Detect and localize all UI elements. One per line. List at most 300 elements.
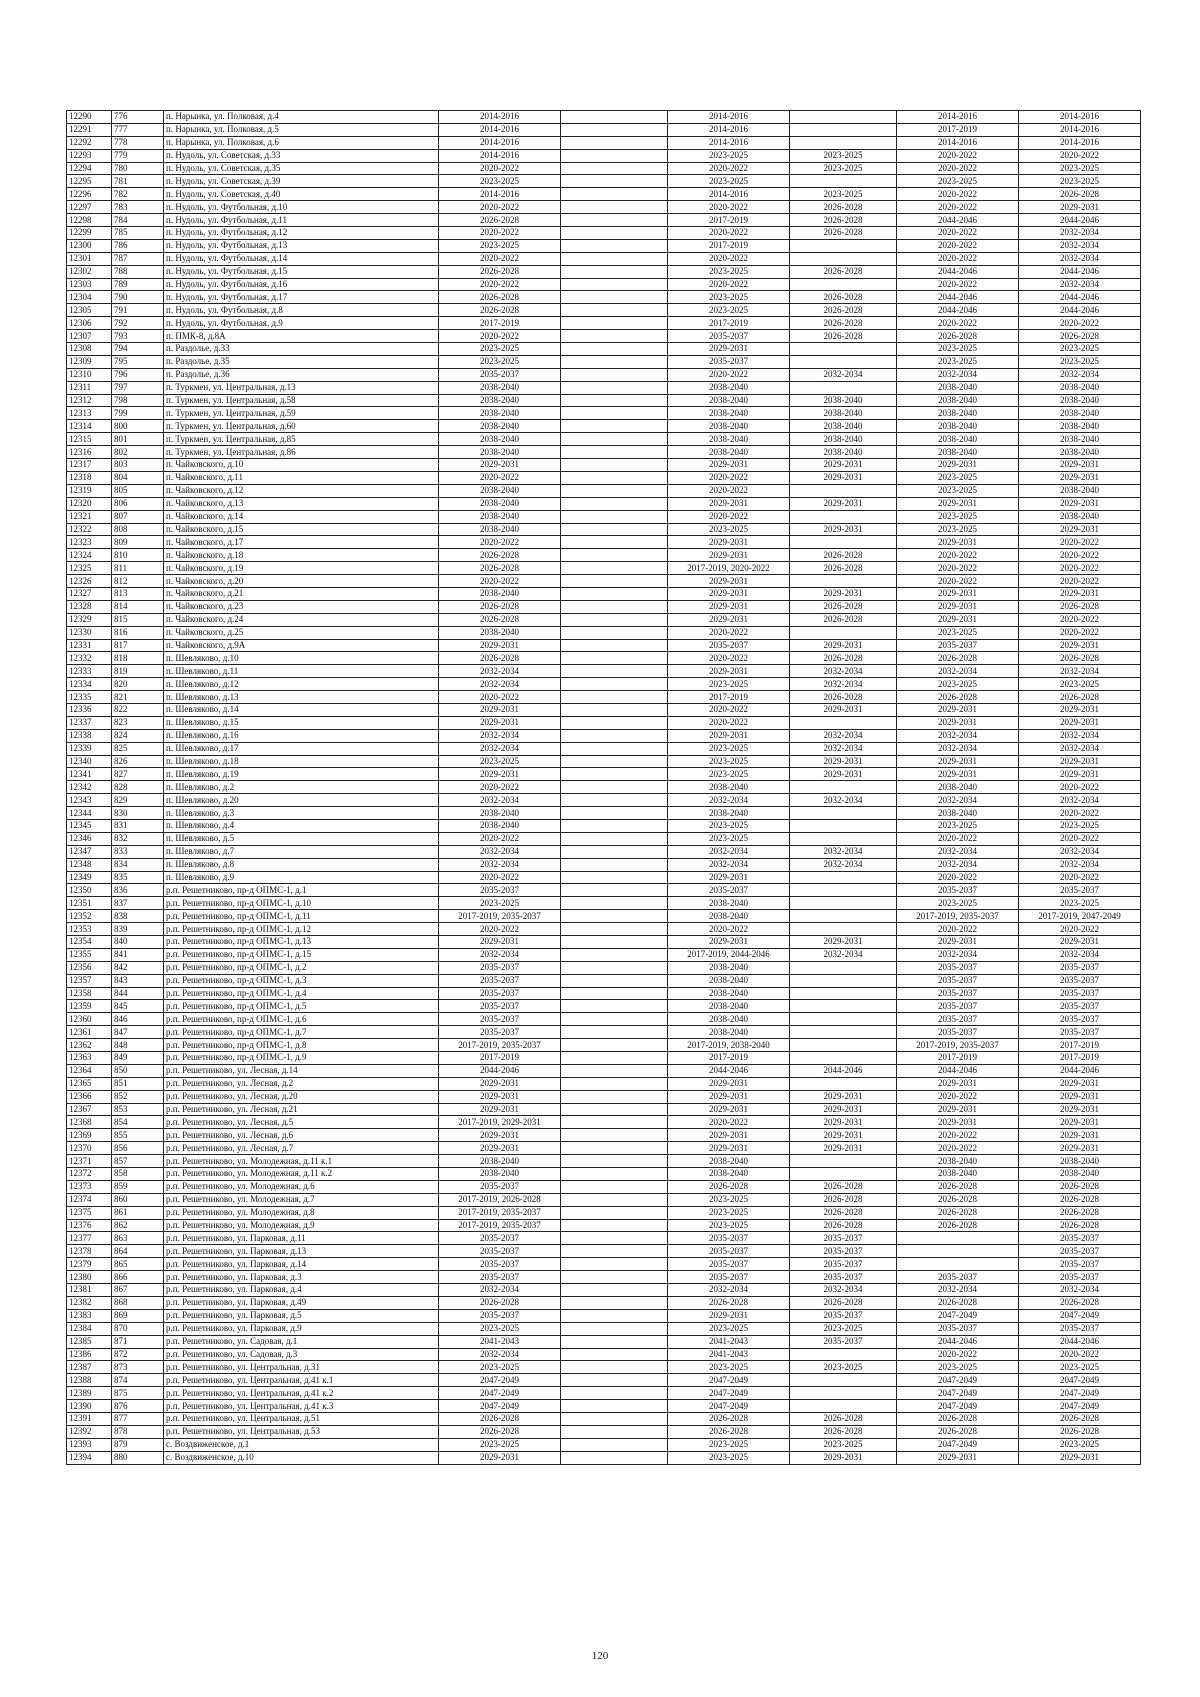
period-5-cell: 2029-2031: [897, 497, 1019, 510]
period-5-cell: 2032-2034: [897, 1284, 1019, 1297]
period-2-cell: [561, 123, 668, 136]
row-index-cell: 12296: [67, 188, 112, 201]
address-cell: п. Чайковского, д.20: [164, 575, 439, 588]
address-cell: п. Шевляково, д.5: [164, 832, 439, 845]
period-3-cell: 2020-2022: [668, 278, 790, 291]
entry-number-cell: 820: [112, 678, 164, 691]
row-index-cell: 12347: [67, 845, 112, 858]
table-row: [67, 201, 1141, 214]
period-6-cell: 2035-2037: [1019, 961, 1141, 974]
period-3-cell: 2020-2022: [668, 626, 790, 639]
row-index-cell: 12333: [67, 665, 112, 678]
period-4-cell: [790, 1052, 897, 1065]
row-index-cell: 12384: [67, 1322, 112, 1335]
period-4-cell: 2032-2034: [790, 845, 897, 858]
period-5-cell: 2020-2022: [897, 162, 1019, 175]
period-5-cell: 2029-2031: [897, 1116, 1019, 1129]
period-4-cell: [790, 575, 897, 588]
period-4-cell: 2026-2028: [790, 1219, 897, 1232]
row-index-cell: 12394: [67, 1451, 112, 1464]
period-1-cell: 2038-2040: [439, 807, 561, 820]
entry-number-cell: 823: [112, 716, 164, 729]
row-index-cell: 12375: [67, 1206, 112, 1219]
period-3-cell: 2038-2040: [668, 394, 790, 407]
period-5-cell: 2029-2031: [897, 459, 1019, 472]
period-5-cell: 2023-2025: [897, 1361, 1019, 1374]
table-row: [67, 768, 1141, 781]
period-1-cell: 2038-2040: [439, 484, 561, 497]
period-1-cell: 2023-2025: [439, 1438, 561, 1451]
period-5-cell: 2023-2025: [897, 626, 1019, 639]
period-1-cell: 2032-2034: [439, 742, 561, 755]
table-row: [67, 832, 1141, 845]
address-cell: р.п. Решетниково, ул. Центральная, д.31: [164, 1361, 439, 1374]
period-6-cell: 2020-2022: [1019, 149, 1141, 162]
table-row: [67, 858, 1141, 871]
period-1-cell: 2032-2034: [439, 858, 561, 871]
address-cell: п. Чайковского, д.10: [164, 459, 439, 472]
period-3-cell: 2020-2022: [668, 162, 790, 175]
period-2-cell: [561, 1258, 668, 1271]
row-index-cell: 12343: [67, 794, 112, 807]
period-5-cell: 2032-2034: [897, 665, 1019, 678]
row-index-cell: 12355: [67, 948, 112, 961]
period-4-cell: 2029-2031: [790, 1103, 897, 1116]
period-4-cell: [790, 897, 897, 910]
period-5-cell: 2032-2034: [897, 729, 1019, 742]
address-cell: р.п. Решетниково, пр-д ОПМС-1, д.15: [164, 948, 439, 961]
row-index-cell: 12315: [67, 433, 112, 446]
table-row: [67, 1013, 1141, 1026]
period-1-cell: 2026-2028: [439, 1412, 561, 1425]
period-5-cell: 2038-2040: [897, 381, 1019, 394]
period-6-cell: 2020-2022: [1019, 317, 1141, 330]
row-index-cell: 12338: [67, 729, 112, 742]
period-3-cell: 2026-2028: [668, 1180, 790, 1193]
row-index-cell: 12370: [67, 1142, 112, 1155]
address-cell: п. Шевляково, д.7: [164, 845, 439, 858]
period-4-cell: 2026-2028: [790, 562, 897, 575]
period-4-cell: 2026-2028: [790, 291, 897, 304]
entry-number-cell: 798: [112, 394, 164, 407]
entry-number-cell: 801: [112, 433, 164, 446]
period-2-cell: [561, 1103, 668, 1116]
period-6-cell: 2029-2031: [1019, 639, 1141, 652]
period-4-cell: 2026-2028: [790, 201, 897, 214]
period-2-cell: [561, 1412, 668, 1425]
entry-number-cell: 833: [112, 845, 164, 858]
entry-number-cell: 854: [112, 1116, 164, 1129]
period-6-cell: 2038-2040: [1019, 1168, 1141, 1181]
address-cell: п. Нудоль, ул. Футбольная, д.11: [164, 214, 439, 227]
period-2-cell: [561, 587, 668, 600]
entry-number-cell: 875: [112, 1387, 164, 1400]
period-6-cell: 2023-2025: [1019, 1361, 1141, 1374]
period-1-cell: 2038-2040: [439, 819, 561, 832]
address-cell: р.п. Решетниково, ул. Парковая, д.3: [164, 1271, 439, 1284]
table-row: [67, 626, 1141, 639]
period-3-cell: 2014-2016: [668, 111, 790, 124]
period-6-cell: 2032-2034: [1019, 742, 1141, 755]
period-6-cell: 2032-2034: [1019, 845, 1141, 858]
table-row: [67, 136, 1141, 149]
period-4-cell: 2026-2028: [790, 652, 897, 665]
entry-number-cell: 810: [112, 549, 164, 562]
entry-number-cell: 842: [112, 961, 164, 974]
period-1-cell: 2014-2016: [439, 188, 561, 201]
table-row: [67, 1296, 1141, 1309]
period-4-cell: 2038-2040: [790, 446, 897, 459]
entry-number-cell: 789: [112, 278, 164, 291]
period-4-cell: [790, 1400, 897, 1413]
entry-number-cell: 814: [112, 600, 164, 613]
period-4-cell: 2032-2034: [790, 368, 897, 381]
address-cell: с. Воздвиженское, д.1: [164, 1438, 439, 1451]
row-index-cell: 12290: [67, 111, 112, 124]
period-2-cell: [561, 1052, 668, 1065]
row-index-cell: 12353: [67, 923, 112, 936]
row-index-cell: 12328: [67, 600, 112, 613]
table-row: [67, 1064, 1141, 1077]
row-index-cell: 12295: [67, 175, 112, 188]
period-3-cell: 2029-2031: [668, 459, 790, 472]
table-row: [67, 343, 1141, 356]
period-3-cell: 2029-2031: [668, 1129, 790, 1142]
row-index-cell: 12382: [67, 1296, 112, 1309]
period-1-cell: 2035-2037: [439, 1271, 561, 1284]
row-index-cell: 12316: [67, 446, 112, 459]
period-4-cell: 2029-2031: [790, 497, 897, 510]
period-4-cell: 2029-2031: [790, 1451, 897, 1464]
entry-number-cell: 874: [112, 1374, 164, 1387]
period-3-cell: 2047-2049: [668, 1387, 790, 1400]
table-row: [67, 936, 1141, 949]
entry-number-cell: 879: [112, 1438, 164, 1451]
period-5-cell: 2017-2019, 2035-2037: [897, 1039, 1019, 1052]
entry-number-cell: 790: [112, 291, 164, 304]
entry-number-cell: 836: [112, 884, 164, 897]
entry-number-cell: 843: [112, 974, 164, 987]
period-4-cell: [790, 884, 897, 897]
address-cell: р.п. Решетниково, ул. Парковая, д.5: [164, 1309, 439, 1322]
period-2-cell: [561, 575, 668, 588]
period-4-cell: [790, 807, 897, 820]
address-cell: р.п. Решетниково, ул. Центральная, д.53: [164, 1425, 439, 1438]
page-number: 120: [591, 1650, 609, 1662]
period-3-cell: 2023-2025: [668, 742, 790, 755]
period-6-cell: 2020-2022: [1019, 536, 1141, 549]
period-1-cell: 2023-2025: [439, 355, 561, 368]
row-index-cell: 12308: [67, 343, 112, 356]
address-cell: п. Шевляково, д.11: [164, 665, 439, 678]
address-cell: р.п. Решетниково, ул. Садовая, д.3: [164, 1348, 439, 1361]
entry-number-cell: 828: [112, 781, 164, 794]
row-index-cell: 12349: [67, 871, 112, 884]
period-3-cell: 2020-2022: [668, 227, 790, 240]
period-4-cell: [790, 819, 897, 832]
period-3-cell: 2023-2025: [668, 1438, 790, 1451]
period-1-cell: 2026-2028: [439, 652, 561, 665]
period-2-cell: [561, 613, 668, 626]
period-1-cell: 2029-2031: [439, 1103, 561, 1116]
period-3-cell: 2014-2016: [668, 136, 790, 149]
entry-number-cell: 845: [112, 1000, 164, 1013]
period-2-cell: [561, 755, 668, 768]
period-4-cell: [790, 252, 897, 265]
period-1-cell: 2026-2028: [439, 304, 561, 317]
entry-number-cell: 831: [112, 819, 164, 832]
period-5-cell: 2029-2031: [897, 587, 1019, 600]
period-5-cell: 2023-2025: [897, 510, 1019, 523]
address-cell: п. Шевляково, д.17: [164, 742, 439, 755]
table-row: [67, 1077, 1141, 1090]
period-2-cell: [561, 523, 668, 536]
address-cell: п. Раздолье, д.33: [164, 343, 439, 356]
period-2-cell: [561, 381, 668, 394]
address-cell: п. Чайковского, д.12: [164, 484, 439, 497]
period-3-cell: 2020-2022: [668, 368, 790, 381]
address-cell: р.п. Решетниково, ул. Лесная, д.2: [164, 1077, 439, 1090]
period-5-cell: 2038-2040: [897, 807, 1019, 820]
period-1-cell: 2020-2022: [439, 330, 561, 343]
address-cell: п. Шевляково, д.15: [164, 716, 439, 729]
table-row: [67, 587, 1141, 600]
entry-number-cell: 792: [112, 317, 164, 330]
period-2-cell: [561, 703, 668, 716]
row-index-cell: 12359: [67, 1000, 112, 1013]
address-cell: п. Чайковского, д.13: [164, 497, 439, 510]
period-4-cell: 2026-2028: [790, 304, 897, 317]
period-3-cell: 2038-2040: [668, 1155, 790, 1168]
entry-number-cell: 778: [112, 136, 164, 149]
entry-number-cell: 857: [112, 1155, 164, 1168]
address-cell: р.п. Решетниково, ул. Молодежная, д.6: [164, 1180, 439, 1193]
period-4-cell: 2023-2025: [790, 149, 897, 162]
period-5-cell: 2038-2040: [897, 1168, 1019, 1181]
period-6-cell: 2020-2022: [1019, 626, 1141, 639]
row-index-cell: 12346: [67, 832, 112, 845]
period-4-cell: [790, 1168, 897, 1181]
period-1-cell: 2023-2025: [439, 897, 561, 910]
period-3-cell: 2032-2034: [668, 794, 790, 807]
period-2-cell: [561, 459, 668, 472]
period-5-cell: [897, 1245, 1019, 1258]
row-index-cell: 12339: [67, 742, 112, 755]
entry-number-cell: 880: [112, 1451, 164, 1464]
entry-number-cell: 865: [112, 1258, 164, 1271]
period-2-cell: [561, 1245, 668, 1258]
period-6-cell: 2023-2025: [1019, 678, 1141, 691]
table-row: [67, 355, 1141, 368]
period-1-cell: 2047-2049: [439, 1387, 561, 1400]
period-6-cell: 2029-2031: [1019, 587, 1141, 600]
period-6-cell: 2014-2016: [1019, 123, 1141, 136]
period-3-cell: 2035-2037: [668, 1271, 790, 1284]
period-2-cell: [561, 742, 668, 755]
period-3-cell: 2038-2040: [668, 987, 790, 1000]
period-1-cell: 2035-2037: [439, 1180, 561, 1193]
period-3-cell: 2023-2025: [668, 1322, 790, 1335]
row-index-cell: 12361: [67, 1026, 112, 1039]
period-2-cell: [561, 819, 668, 832]
entry-number-cell: 834: [112, 858, 164, 871]
period-2-cell: [561, 1361, 668, 1374]
period-2-cell: [561, 987, 668, 1000]
period-3-cell: 2038-2040: [668, 961, 790, 974]
table-row: [67, 1271, 1141, 1284]
period-3-cell: 2017-2019, 2044-2046: [668, 948, 790, 961]
period-6-cell: 2026-2028: [1019, 1219, 1141, 1232]
period-1-cell: 2029-2031: [439, 1451, 561, 1464]
period-2-cell: [561, 600, 668, 613]
period-6-cell: 2035-2037: [1019, 884, 1141, 897]
period-3-cell: 2023-2025: [668, 291, 790, 304]
address-cell: п. Нудоль, ул. Футбольная, д.14: [164, 252, 439, 265]
table-row: [67, 1180, 1141, 1193]
period-1-cell: 2038-2040: [439, 446, 561, 459]
row-index-cell: 12329: [67, 613, 112, 626]
entry-number-cell: 800: [112, 420, 164, 433]
period-1-cell: 2029-2031: [439, 459, 561, 472]
period-1-cell: 2044-2046: [439, 1064, 561, 1077]
period-4-cell: 2026-2028: [790, 317, 897, 330]
address-cell: р.п. Решетниково, ул. Лесная, д.6: [164, 1129, 439, 1142]
address-cell: п. Чайковского, д.14: [164, 510, 439, 523]
table-row: [67, 703, 1141, 716]
row-index-cell: 12302: [67, 265, 112, 278]
table-row: [67, 948, 1141, 961]
row-index-cell: 12362: [67, 1039, 112, 1052]
entry-number-cell: 817: [112, 639, 164, 652]
period-5-cell: 2020-2022: [897, 923, 1019, 936]
address-cell: п. Туркмен, ул. Центральная, д.85: [164, 433, 439, 446]
period-4-cell: 2023-2025: [790, 162, 897, 175]
table-row: [67, 884, 1141, 897]
entry-number-cell: 803: [112, 459, 164, 472]
period-2-cell: [561, 1039, 668, 1052]
entry-number-cell: 860: [112, 1193, 164, 1206]
period-1-cell: 2038-2040: [439, 433, 561, 446]
period-2-cell: [561, 961, 668, 974]
table-row: [67, 845, 1141, 858]
period-1-cell: 2035-2037: [439, 884, 561, 897]
table-row: [67, 910, 1141, 923]
row-index-cell: 12322: [67, 523, 112, 536]
period-1-cell: 2032-2034: [439, 1348, 561, 1361]
period-1-cell: 2017-2019, 2029-2031: [439, 1116, 561, 1129]
period-4-cell: 2035-2037: [790, 1232, 897, 1245]
entry-number-cell: 802: [112, 446, 164, 459]
period-4-cell: 2029-2031: [790, 471, 897, 484]
entry-number-cell: 797: [112, 381, 164, 394]
row-index-cell: 12390: [67, 1400, 112, 1413]
address-cell: п. Чайковского, д.11: [164, 471, 439, 484]
period-2-cell: [561, 1129, 668, 1142]
row-index-cell: 12341: [67, 768, 112, 781]
table-row: [67, 1258, 1141, 1271]
table-row: [67, 1142, 1141, 1155]
period-2-cell: [561, 948, 668, 961]
period-5-cell: 2020-2022: [897, 239, 1019, 252]
period-3-cell: 2047-2049: [668, 1374, 790, 1387]
address-cell: п. Раздолье, д.36: [164, 368, 439, 381]
address-cell: р.п. Решетниково, ул. Парковая, д.13: [164, 1245, 439, 1258]
table-row: [67, 1026, 1141, 1039]
period-1-cell: 2017-2019, 2035-2037: [439, 1219, 561, 1232]
period-6-cell: 2026-2028: [1019, 691, 1141, 704]
address-cell: р.п. Решетниково, ул. Центральная, д.51: [164, 1412, 439, 1425]
period-4-cell: [790, 175, 897, 188]
entry-number-cell: 849: [112, 1052, 164, 1065]
period-1-cell: 2038-2040: [439, 1168, 561, 1181]
period-2-cell: [561, 407, 668, 420]
entry-number-cell: 805: [112, 484, 164, 497]
table-row: [67, 227, 1141, 240]
period-3-cell: 2029-2031: [668, 729, 790, 742]
period-6-cell: 2029-2031: [1019, 201, 1141, 214]
period-4-cell: 2023-2025: [790, 1322, 897, 1335]
period-1-cell: 2020-2022: [439, 252, 561, 265]
entry-number-cell: 848: [112, 1039, 164, 1052]
period-6-cell: 2017-2019: [1019, 1052, 1141, 1065]
period-6-cell: 2047-2049: [1019, 1387, 1141, 1400]
period-1-cell: 2023-2025: [439, 1322, 561, 1335]
period-6-cell: 2029-2031: [1019, 1116, 1141, 1129]
address-cell: р.п. Решетниково, ул. Молодежная, д.7: [164, 1193, 439, 1206]
period-1-cell: 2020-2022: [439, 575, 561, 588]
row-index-cell: 12313: [67, 407, 112, 420]
period-1-cell: 2029-2031: [439, 1142, 561, 1155]
period-3-cell: 2020-2022: [668, 201, 790, 214]
period-5-cell: 2029-2031: [897, 1451, 1019, 1464]
period-4-cell: 2035-2037: [790, 1258, 897, 1271]
table-row: [67, 420, 1141, 433]
period-1-cell: 2026-2028: [439, 562, 561, 575]
period-6-cell: 2035-2037: [1019, 987, 1141, 1000]
period-1-cell: 2035-2037: [439, 974, 561, 987]
period-4-cell: [790, 832, 897, 845]
row-index-cell: 12327: [67, 587, 112, 600]
row-index-cell: 12393: [67, 1438, 112, 1451]
period-5-cell: 2023-2025: [897, 175, 1019, 188]
period-5-cell: 2020-2022: [897, 1090, 1019, 1103]
row-index-cell: 12309: [67, 355, 112, 368]
table-row: [67, 716, 1141, 729]
period-3-cell: 2029-2031: [668, 936, 790, 949]
period-5-cell: 2023-2025: [897, 355, 1019, 368]
period-4-cell: [790, 974, 897, 987]
period-2-cell: [561, 562, 668, 575]
period-4-cell: [790, 536, 897, 549]
table-row: [67, 691, 1141, 704]
period-3-cell: 2020-2022: [668, 652, 790, 665]
address-cell: п. Нудоль, ул. Советская, д.39: [164, 175, 439, 188]
period-6-cell: 2026-2028: [1019, 188, 1141, 201]
period-5-cell: 2035-2037: [897, 961, 1019, 974]
table-row: [67, 291, 1141, 304]
period-3-cell: 2038-2040: [668, 1168, 790, 1181]
row-index-cell: 12331: [67, 639, 112, 652]
period-3-cell: 2023-2025: [668, 175, 790, 188]
address-cell: п. Шевляково, д.10: [164, 652, 439, 665]
row-index-cell: 12325: [67, 562, 112, 575]
period-5-cell: 2020-2022: [897, 1129, 1019, 1142]
entry-number-cell: 869: [112, 1309, 164, 1322]
period-6-cell: 2044-2046: [1019, 304, 1141, 317]
address-cell: п. ПМК-8, д.8А: [164, 330, 439, 343]
period-1-cell: 2029-2031: [439, 1077, 561, 1090]
period-4-cell: [790, 1155, 897, 1168]
